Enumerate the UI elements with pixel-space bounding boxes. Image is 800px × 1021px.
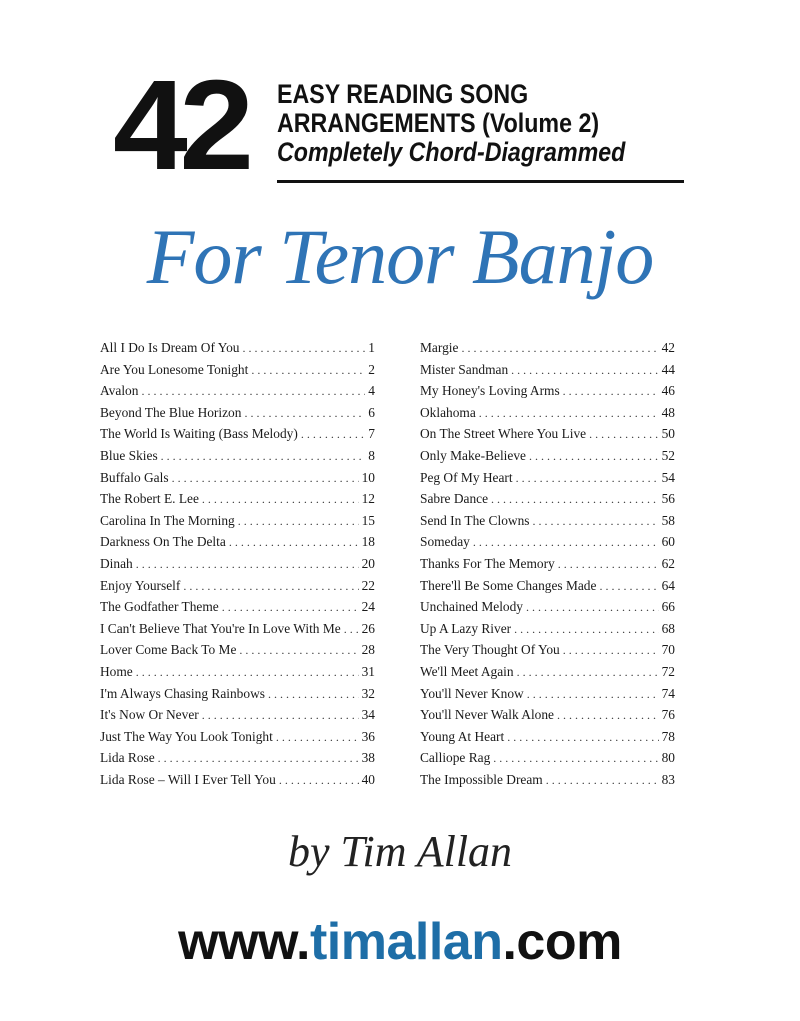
toc-leader-dots <box>599 579 658 594</box>
toc-entry-title: The Robert E. Lee <box>100 491 199 507</box>
toc-entry-title: Someday <box>420 534 470 550</box>
url-prefix: www. <box>178 913 310 971</box>
toc-entry <box>420 578 675 600</box>
toc-entry-title: Are You Lonesome Tonight <box>100 361 249 377</box>
toc-leader-dots <box>563 384 659 399</box>
toc-leader-dots <box>558 557 659 572</box>
toc-leader-dots <box>202 708 359 723</box>
book-title: For Tenor Banjo <box>146 213 654 300</box>
toc-entry-title: Margie <box>420 340 459 355</box>
toc-entry-title: I'm Always Chasing Rainbows <box>100 685 265 701</box>
toc-entry-page: 50 <box>661 426 675 442</box>
toc-entry-title: Young At Heart <box>420 728 505 744</box>
toc-entry-title: I Can't Believe That You're In Love With Me <box>100 620 341 636</box>
toc-leader-dots <box>507 730 658 745</box>
toc-entry <box>100 556 375 578</box>
toc-entry-page: 52 <box>661 447 675 463</box>
toc-leader-dots <box>493 751 658 766</box>
toc-entry <box>100 470 375 492</box>
toc-entry-page: 6 <box>368 404 375 420</box>
toc-entry-page: 78 <box>661 728 675 744</box>
toc-entry-title: Avalon <box>100 383 139 399</box>
toc-entry-title: Carolina In The Morning <box>100 512 235 528</box>
toc-entry-title: Beyond The Blue Horizon <box>100 404 242 420</box>
toc-entry-page: 36 <box>361 728 375 744</box>
toc-leader-dots <box>491 492 659 507</box>
toc-entry-title: Thanks For The Memory <box>420 555 555 571</box>
toc-entry-page: 76 <box>661 707 675 723</box>
toc-entry-title: It's Now Or Never <box>100 707 199 723</box>
toc-entry-title: Lover Come Back To Me <box>100 642 237 658</box>
toc-entry-page: 28 <box>361 642 375 658</box>
toc-leader-dots <box>239 643 358 658</box>
toc-entry <box>420 707 675 729</box>
toc-entry-page: 80 <box>661 750 675 766</box>
url-suffix: .com <box>502 913 622 971</box>
toc-entry-page: 32 <box>361 685 375 701</box>
header-line-2: ARRANGEMENTS (Volume 2) <box>277 108 600 138</box>
toc-leader-dots <box>529 449 659 464</box>
toc-entry <box>100 534 375 556</box>
toc-entry-title: There'll Be Some Changes Made <box>420 577 597 593</box>
toc-entry-title: Buffalo Gals <box>100 469 169 485</box>
toc-entry-title: Sabre Dance <box>420 491 489 507</box>
toc-leader-dots <box>344 622 359 637</box>
toc-entry-title: Darkness On The Delta <box>100 534 226 550</box>
website-url[interactable] <box>0 912 800 972</box>
toc-entry <box>420 599 675 621</box>
toc-entry <box>100 383 375 405</box>
big-number: 42 <box>113 54 246 197</box>
toc-leader-dots <box>136 557 359 572</box>
toc-entry-title: Only Make-Believe <box>420 447 526 463</box>
toc-entry <box>100 750 375 772</box>
toc-entry-title: Send In The Clowns <box>420 512 530 528</box>
toc-entry-page: 60 <box>661 534 675 550</box>
toc-entry-page: 48 <box>661 404 675 420</box>
toc-entry-page: 66 <box>661 599 675 615</box>
toc-leader-dots <box>511 363 658 378</box>
toc-entry-page: 10 <box>361 469 375 485</box>
toc-entry-page: 8 <box>368 447 375 463</box>
toc-entry <box>100 405 375 427</box>
toc-leader-dots <box>251 363 365 378</box>
toc-entry <box>420 534 675 556</box>
toc-entry <box>420 664 675 686</box>
toc-entry-title: Unchained Melody <box>420 599 524 615</box>
toc-entry-page: 40 <box>361 771 375 787</box>
toc-leader-dots <box>589 427 658 442</box>
toc-entry <box>100 686 375 708</box>
toc-leader-dots <box>183 579 358 594</box>
toc-leader-dots <box>526 600 659 615</box>
toc-entry-page: 54 <box>661 469 675 485</box>
toc-entry <box>420 448 675 470</box>
toc-entry-title: Blue Skies <box>100 447 158 463</box>
toc-entry <box>100 491 375 513</box>
toc-leader-dots <box>238 514 359 529</box>
toc-leader-dots <box>527 687 659 702</box>
url-name: timallan <box>309 913 503 971</box>
toc-leader-dots <box>279 773 359 788</box>
toc-entry <box>100 642 375 664</box>
toc-entry <box>420 686 675 708</box>
toc-entry-page: 24 <box>361 599 375 615</box>
toc-leader-dots <box>516 471 659 486</box>
toc-entry-page: 70 <box>661 642 675 658</box>
toc-entry <box>420 621 675 643</box>
toc-leader-dots <box>532 514 658 529</box>
toc-entry <box>100 729 375 751</box>
toc-entry-page: 38 <box>361 750 375 766</box>
toc-left-column <box>100 340 375 793</box>
toc-entry <box>420 642 675 664</box>
toc-entry-title: Up A Lazy River <box>420 620 512 636</box>
toc-entry-title: On The Street Where You Live <box>420 426 587 442</box>
toc-entry <box>100 664 375 686</box>
toc-entry-title: The Very Thought Of You <box>420 642 560 658</box>
toc-entry-title: Mister Sandman <box>420 361 509 377</box>
toc-entry-page: 64 <box>661 577 675 593</box>
toc-entry-title: All I Do Is Dream Of You <box>100 340 240 355</box>
toc-entry <box>420 729 675 751</box>
toc-leader-dots <box>557 708 659 723</box>
toc-entry-page: 62 <box>661 555 675 571</box>
toc-leader-dots <box>141 384 365 399</box>
toc-leader-dots <box>546 773 659 788</box>
toc-entry-page: 31 <box>361 663 375 679</box>
toc-entry-title: You'll Never Know <box>420 685 524 701</box>
toc-entry <box>100 513 375 535</box>
toc-entry-title: Home <box>100 663 133 679</box>
toc-entry <box>100 448 375 470</box>
toc-leader-dots <box>514 622 658 637</box>
toc-entry-page: 58 <box>661 512 675 528</box>
toc-entry-page: 72 <box>661 663 675 679</box>
toc-leader-dots <box>242 341 365 356</box>
toc-entry-page: 44 <box>661 361 675 377</box>
toc-entry-title: Lida Rose – Will I Ever Tell You <box>100 771 276 787</box>
toc-entry-title: My Honey's Loving Arms <box>420 383 560 399</box>
toc-entry <box>420 556 675 578</box>
toc-entry-page: 74 <box>661 685 675 701</box>
toc-leader-dots <box>563 643 659 658</box>
toc-leader-dots <box>222 600 359 615</box>
toc-entry-title: Oklahoma <box>420 404 476 420</box>
header-lines <box>277 80 687 167</box>
toc-entry <box>420 340 675 362</box>
toc-entry-title: Peg Of My Heart <box>420 469 513 485</box>
toc-entry-title: The Godfather Theme <box>100 599 219 615</box>
toc-entry-title: The World Is Waiting (Bass Melody) <box>100 426 298 442</box>
toc-entry-page: 12 <box>361 491 375 507</box>
toc-leader-dots <box>301 427 365 442</box>
toc-entry-page: 56 <box>661 491 675 507</box>
toc-right-column <box>420 340 675 793</box>
toc-entry-page: 83 <box>661 771 675 787</box>
toc-entry <box>420 405 675 427</box>
toc-leader-dots <box>172 471 359 486</box>
toc-entry-page: 68 <box>661 620 675 636</box>
cover-header <box>113 54 693 197</box>
toc-entry-page: 46 <box>661 383 675 399</box>
toc-entry-title: Just The Way You Look Tonight <box>100 728 273 744</box>
toc-entry-page: 42 <box>661 340 675 355</box>
toc-entry <box>420 750 675 772</box>
toc-entry-page: 15 <box>361 512 375 528</box>
toc-entry-page: 26 <box>361 620 375 636</box>
toc-entry-page: 34 <box>361 707 375 723</box>
toc-entry <box>100 599 375 621</box>
toc-entry-page: 20 <box>361 555 375 571</box>
toc-entry <box>420 470 675 492</box>
toc-entry-title: We'll Meet Again <box>420 663 514 679</box>
toc-leader-dots <box>276 730 359 745</box>
toc-entry-title: Enjoy Yourself <box>100 577 181 593</box>
toc-leader-dots <box>161 449 366 464</box>
toc-entry-page: 7 <box>368 426 375 442</box>
toc-entry-page: 2 <box>368 361 375 377</box>
toc-entry-page: 1 <box>368 340 375 355</box>
toc-entry <box>420 513 675 535</box>
toc-entry-page: 22 <box>361 577 375 593</box>
toc-entry <box>420 383 675 405</box>
toc-entry <box>100 707 375 729</box>
toc-entry <box>100 772 375 794</box>
toc-leader-dots <box>473 535 659 550</box>
toc-entry-title: You'll Never Walk Alone <box>420 707 554 723</box>
toc-leader-dots <box>244 406 365 421</box>
byline: by Tim Allan <box>287 827 513 876</box>
toc-leader-dots <box>517 665 659 680</box>
toc-entry <box>100 362 375 384</box>
toc-entry <box>420 426 675 448</box>
toc-leader-dots <box>268 687 359 702</box>
toc-entry <box>100 426 375 448</box>
toc-entry <box>420 491 675 513</box>
toc-leader-dots <box>461 341 658 356</box>
toc-leader-dots <box>229 535 359 550</box>
header-line-3: Completely Chord-Diagrammed <box>277 137 626 167</box>
toc-entry-page: 18 <box>361 534 375 550</box>
toc-entry <box>100 340 375 362</box>
toc-entry-page: 4 <box>368 383 375 399</box>
toc-entry-title: Dinah <box>100 555 133 571</box>
toc-entry <box>100 578 375 600</box>
header-line-1: EASY READING SONG <box>277 79 529 109</box>
toc-entry-title: The Impossible Dream <box>420 771 543 787</box>
toc-entry <box>100 621 375 643</box>
toc-leader-dots <box>202 492 359 507</box>
toc-entry <box>420 362 675 384</box>
toc-entry-title: Calliope Rag <box>420 750 491 766</box>
toc-leader-dots <box>158 751 359 766</box>
header-rule <box>277 180 684 183</box>
toc-leader-dots <box>479 406 659 421</box>
toc-entry-title: Lida Rose <box>100 750 155 766</box>
toc-leader-dots <box>136 665 359 680</box>
toc-entry <box>420 772 675 794</box>
